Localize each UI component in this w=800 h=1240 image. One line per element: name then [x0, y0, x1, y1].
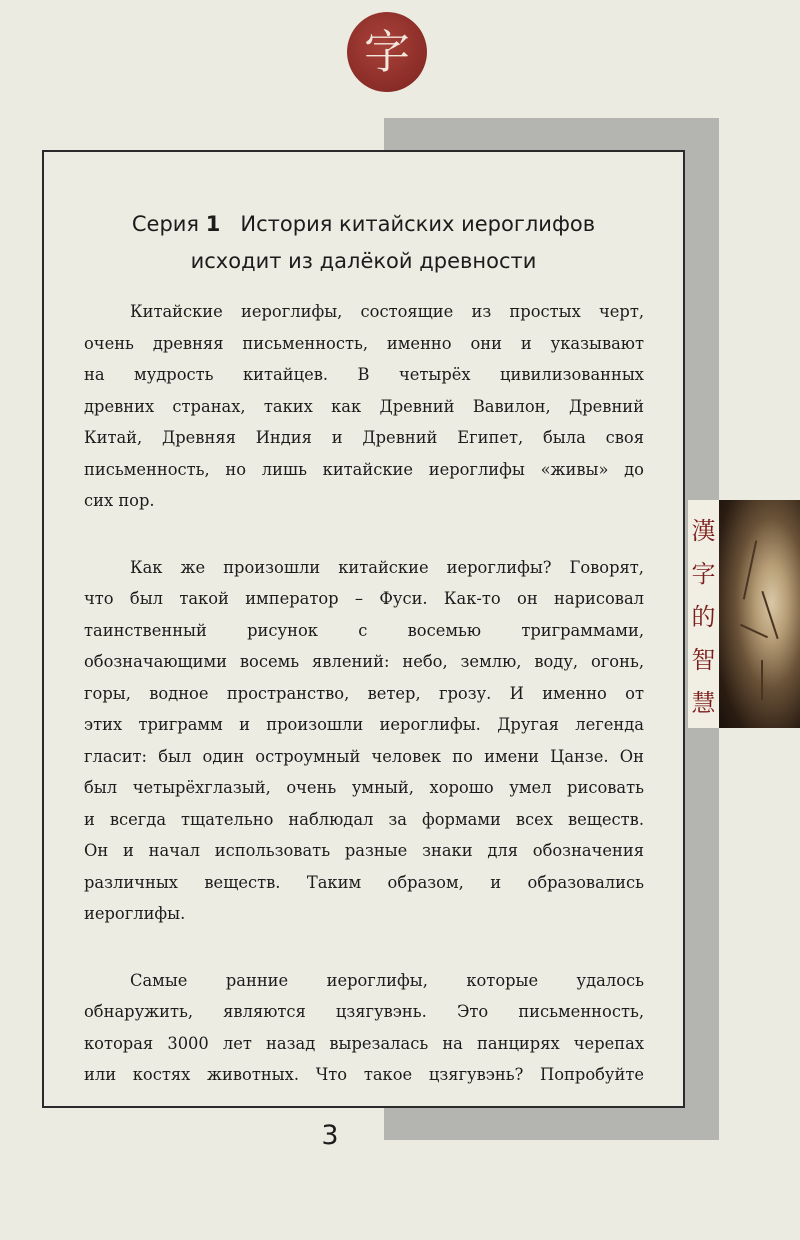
text-line: Как же произошли китайские иероглифы? Говорят, — [130, 557, 644, 577]
side-char: 字 — [691, 560, 716, 588]
text-line: был четырёхглазый, очень умный, хорошо умел рисовать — [84, 778, 644, 797]
text-line: различных веществ. Таким образом, и образовались — [84, 872, 644, 892]
text-line: которая 3000 лет назад вырезалась на панцирях черепах — [84, 1033, 644, 1053]
series-number: 1 — [205, 212, 221, 236]
side-title-strip — [688, 500, 719, 728]
title-line-1 — [44, 206, 683, 243]
side-char: 漢 — [691, 517, 716, 545]
page-number: 3 — [321, 1120, 339, 1151]
text-line: очень древняя письменность, именно они и указывают — [84, 333, 644, 353]
text-line: горы, водное пространство, ветер, грозу. И именно от — [84, 683, 644, 703]
text-line: Самые ранние иероглифы, которые удалось — [130, 970, 644, 990]
text-line: гласит: был один остроумный человек по имени Цанзе. Он — [84, 746, 644, 766]
text-frame — [42, 150, 685, 1108]
text-line: Китай, Древняя Индия и Древний Египет, была своя — [84, 428, 644, 447]
text-line: письменность, но лишь китайские иероглифы «живы» до — [84, 459, 644, 479]
text-line: что был такой император – Фуси. Как-то он нарисовал — [84, 589, 644, 608]
title-line-1-rest: История китайских иероглифов — [240, 212, 596, 236]
paragraph — [84, 965, 644, 1091]
side-char: 的 — [691, 603, 716, 631]
text-line: на мудрость китайцев. В четырёх цивилизованных — [84, 365, 644, 384]
character-seal — [347, 12, 427, 92]
body-text — [84, 296, 644, 1126]
series-word: Серия — [131, 212, 200, 236]
text-line: и всегда тщательно наблюдал за формами всех веществ. — [84, 809, 644, 829]
oracle-bone-image — [719, 500, 800, 728]
side-char: 智 — [691, 646, 716, 674]
title-line-2: исходит из далёкой древности — [190, 249, 537, 273]
side-char: 慧 — [691, 689, 716, 717]
paragraph — [84, 296, 644, 517]
text-line: Он и начал использовать разные знаки для обозначения — [84, 841, 644, 860]
paragraph — [84, 552, 644, 930]
text-line: Китайские иероглифы, состоящие из простых черт, — [130, 302, 644, 321]
text-line: таинственный рисунок с восемью триграммами, — [84, 620, 644, 640]
text-line: иероглифы. — [84, 904, 186, 923]
text-line: или костях животных. Что такое цзягувэнь? Попробуйте — [84, 1065, 644, 1084]
text-line: обозначающими восемь явлений: небо, землю, воду, огонь, — [84, 652, 644, 671]
seal-glyph: 字 — [364, 25, 410, 79]
text-line: этих триграмм и произошли иероглифы. Другая легенда — [84, 715, 644, 734]
section-title — [44, 206, 683, 280]
text-line: обнаружить, являются цзягувэнь. Это письменность, — [84, 1002, 644, 1021]
text-line: древних странах, таких как Древний Вавилон, Древний — [84, 396, 644, 416]
text-line: сих пор. — [84, 491, 155, 510]
